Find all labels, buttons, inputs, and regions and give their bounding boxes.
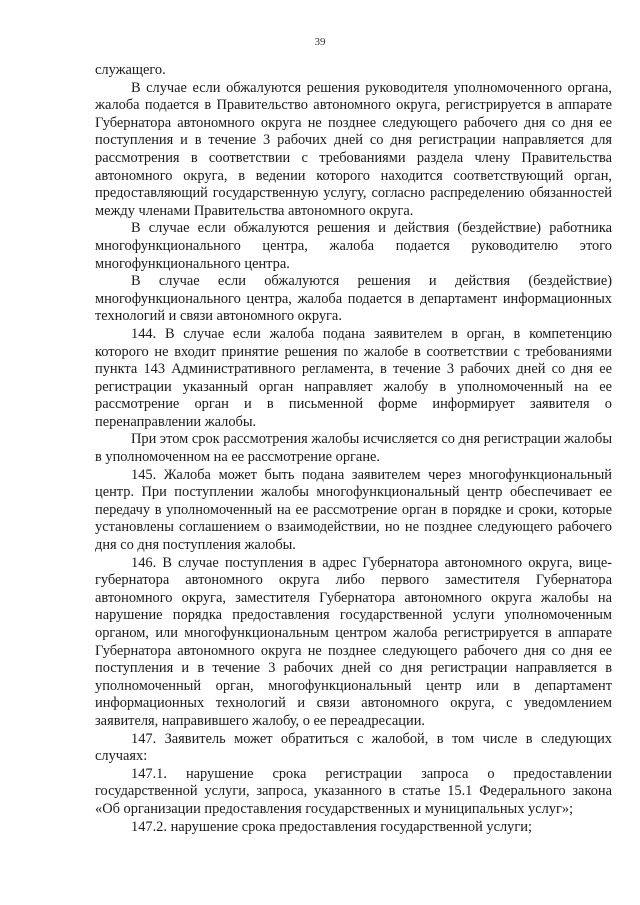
paragraph-147: 147. Заявитель может обратиться с жалобой, в том числе в следующих случаях: xyxy=(95,730,612,765)
paragraph-145: 145. Жалоба может быть подана заявителем через многофункциональный центр. При поступлении жалобы многофункциональный центр обеспечивает ее передачу в уполномоченный на ее рассмотрение орган в порядке и сроки, которые установлены соглашением о взаимодействии, но не позднее следующего рабочего дня со дня поступления жалобы. xyxy=(95,466,612,554)
paragraph-147-2: 147.2. нарушение срока предоставления государственной услуги; xyxy=(131,818,532,835)
document-body xyxy=(95,62,612,836)
paragraph: В случае если обжалуются решения и действия (бездействие) работника многофункционального центра, жалоба подается руководителю этого многофункционального центра. xyxy=(95,220,612,272)
page-number: 39 xyxy=(314,36,326,48)
paragraph: В случае если обжалуются решения и действия (бездействие) многофункционального центра, жалоба подается в департамент информационных технологий и связи автономного округа. xyxy=(95,273,612,325)
paragraph: служащего. xyxy=(95,62,166,78)
paragraph-147-1: 147.1. нарушение срока регистрации запроса о предоставлении государственной услуги, запроса, указанного в статье 15.1 Федерального закона «Об организации предоставления государственных и муниципальных услуг»; xyxy=(95,765,612,817)
paragraph: В случае если обжалуются решения руководителя уполномоченного органа, жалоба подается в Правительство автономного округа, регистрируется в аппарате Губернатора автономного округа не позднее следующего рабочего дня со дня ее поступления и в течение 3 рабочих дней со дня регистрации направляется для рассмотрения в соответствии с требованиями раздела члену Правительства автономного округа, в ведении которого находится соответствующий орган, предоставляющий государственную услугу, согласно распределению обязанностей между членами Правительства автономного округа. xyxy=(95,79,612,219)
paragraph: При этом срок рассмотрения жалобы исчисляется со дня регистрации жалобы в уполномоченном на ее рассмотрение органе. xyxy=(95,431,612,466)
paragraph-144: 144. В случае если жалоба подана заявителем в орган, в компетенцию которого не входит принятие решения по жалобе в соответствии с требованиями пункта 143 Административного регламента, в течение 3 рабочих дней со дня ее регистрации указанный орган направляет жалобу в уполномоченный на ее рассмотрение орган и в письменной форме информирует заявителя о перенаправлении жалобы. xyxy=(95,325,612,430)
paragraph-146: 146. В случае поступления в адрес Губернатора автономного округа, вице-губернатора автономного округа либо первого заместителя Губернатора автономного округа, заместителя Губернатора автономного округа жалобы на нарушение порядка предоставления государственной услуги уполномоченным органом, или многофункциональным центром жалоба регистрируется в аппарате Губернатора автономного округа не позднее следующего рабочего дня со дня ее поступления и в течение 3 рабочих дней со дня регистрации направляется в уполномоченный орган, многофункциональный центр или в департамент информационных технологий и связи автономного округа, с уведомлением заявителя, направившего жалобу, о ее переадресации. xyxy=(95,554,612,729)
